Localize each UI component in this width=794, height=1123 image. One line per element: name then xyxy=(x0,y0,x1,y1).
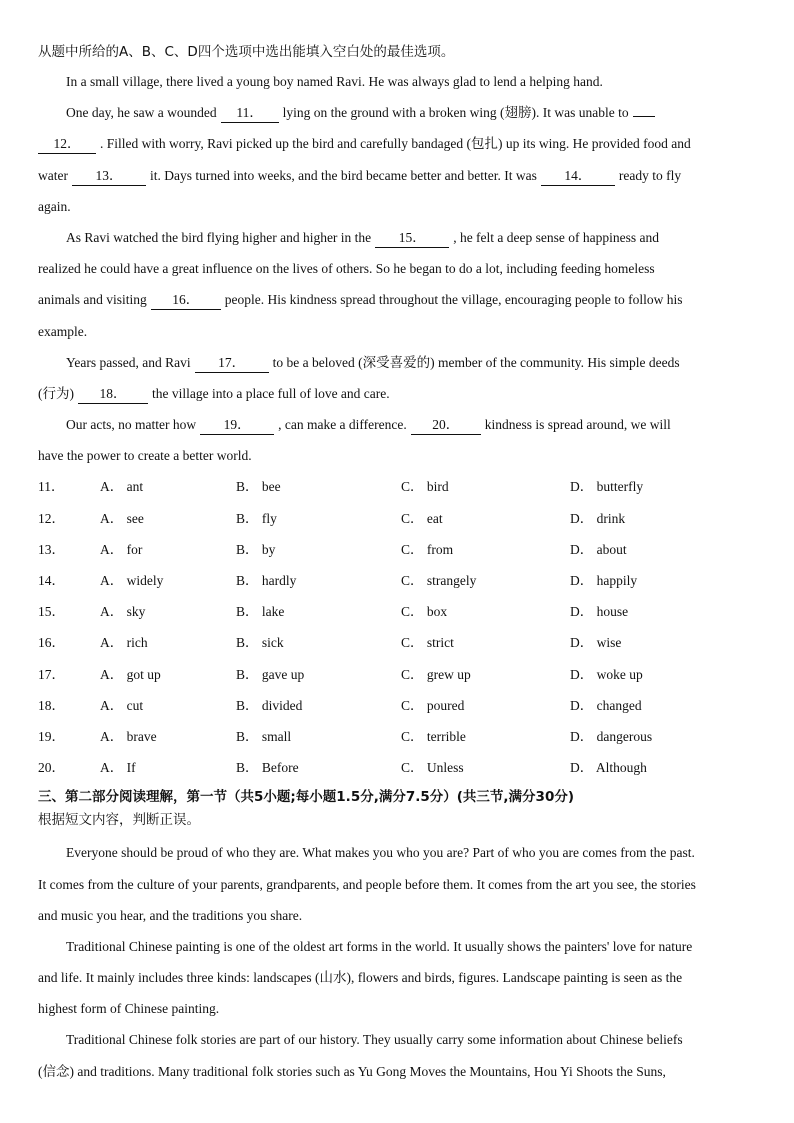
passage-line: and life. It mainly includes three kinds: landscapes (山水), flowers and birds, figures. Landscape painting is seen as the xyxy=(38,970,683,986)
option-d[interactable]: D． changed xyxy=(570,697,642,713)
option-a[interactable]: A． brave xyxy=(100,728,157,744)
text: lying on the ground with a broken wing (翅膀). It was unable to xyxy=(282,105,629,121)
option-c[interactable]: C． bird xyxy=(401,479,449,495)
passage-line: It comes from the culture of your parents, grandparents, and people before them. It comes from the art you see, the stories xyxy=(38,876,696,892)
text: kindness is spread around, we will xyxy=(484,417,671,433)
text: example. xyxy=(38,323,88,339)
option-b[interactable]: B． bee xyxy=(236,479,281,495)
blank-18: 18． xyxy=(78,385,148,404)
question-number: 11． xyxy=(38,479,65,495)
exam-page xyxy=(38,38,756,1087)
option-d[interactable]: D． wise xyxy=(570,635,622,651)
passage-line: highest form of Chinese painting. xyxy=(38,1001,220,1017)
option-b[interactable]: B． lake xyxy=(236,604,285,620)
option-d[interactable]: D． about xyxy=(570,541,627,557)
text: it. Days turned into weeks, and the bird became better and better. It was xyxy=(149,167,537,183)
cloze-line xyxy=(38,222,756,253)
option-c[interactable]: C． strict xyxy=(401,635,454,651)
option-a[interactable]: A． cut xyxy=(100,697,144,713)
option-a[interactable]: A． If xyxy=(100,760,136,776)
question-number: 14． xyxy=(38,573,65,588)
option-a[interactable]: A． got up xyxy=(100,666,161,682)
question-number: 16． xyxy=(38,635,65,651)
option-c[interactable]: C． terrible xyxy=(401,728,466,744)
option-d[interactable]: D． butterfly xyxy=(570,479,644,495)
cloze-line xyxy=(38,284,756,315)
text: One day, he saw a wounded xyxy=(66,105,217,121)
cloze-line xyxy=(38,409,756,440)
section-heading: 三、第二部分阅读理解，第一节（共5小题;每小题1.5分,满分7.5分）(共三节,满分30分) xyxy=(38,789,575,806)
question-number: 17． xyxy=(38,666,65,682)
text: Our acts, no matter how xyxy=(66,417,197,433)
section-instruction: 根据短文内容，判断正误。 xyxy=(38,812,200,829)
options-list xyxy=(38,471,756,783)
passage-line: Traditional Chinese folk stories are part of our history. They usually carry some information about Chinese beliefs xyxy=(66,1032,683,1048)
option-a[interactable]: A． sky xyxy=(100,604,146,620)
text: to be a beloved (深受喜爱的) member of the community. His simple deeds xyxy=(272,354,680,370)
option-b[interactable]: B． small xyxy=(236,728,292,744)
cloze-line xyxy=(38,160,756,191)
option-a[interactable]: A． ant xyxy=(100,479,144,495)
text: the village into a place full of love and care. xyxy=(152,385,390,401)
text: ready to fly xyxy=(618,167,682,183)
text: water xyxy=(38,167,68,183)
cloze-line xyxy=(38,191,756,222)
passage-line: and music you hear, and the traditions you share. xyxy=(38,907,303,923)
question-number: 12． xyxy=(38,510,65,526)
cloze-line xyxy=(38,440,756,471)
text: realized he could have a great influence on the lives of others. So he began to do a lot, including feeding homeless xyxy=(38,261,655,277)
blank-20: 20． xyxy=(411,416,481,435)
option-row xyxy=(38,596,756,627)
option-d[interactable]: D． woke up xyxy=(570,666,643,682)
passage-line: Traditional Chinese painting is one of the oldest art forms in the world. It usually shows the painters' love for nature xyxy=(66,938,693,954)
option-a[interactable]: A． for xyxy=(100,541,143,557)
blank-12-line xyxy=(633,116,655,117)
option-row xyxy=(38,627,756,658)
text: , can make a difference. xyxy=(278,417,407,433)
option-a[interactable]: A． rich xyxy=(100,635,148,651)
blank-14: 14． xyxy=(541,167,615,186)
text: animals and visiting xyxy=(38,292,147,308)
cloze-line xyxy=(38,128,756,159)
option-row xyxy=(38,503,756,534)
question-number: 15． xyxy=(38,604,65,620)
option-row xyxy=(38,534,756,565)
text: people. His kindness spread throughout the village, encouraging people to follow his xyxy=(224,292,683,308)
option-row xyxy=(38,659,756,690)
option-b[interactable]: B． hardly xyxy=(236,573,297,588)
blank-17: 17． xyxy=(195,354,269,373)
question-number: 18． xyxy=(38,697,65,713)
question-number: 19． xyxy=(38,728,65,744)
option-d[interactable]: D． drink xyxy=(570,510,626,526)
blank-16: 16． xyxy=(151,291,221,310)
passage-line: Everyone should be proud of who they are. What makes you who you are? Part of who you are comes from the past. xyxy=(66,845,695,861)
option-c[interactable]: C． poured xyxy=(401,697,465,713)
blank-12: 12． xyxy=(38,135,96,154)
option-b[interactable]: B． gave up xyxy=(236,666,305,682)
blank-13: 13． xyxy=(72,167,146,186)
option-row xyxy=(38,565,756,596)
option-c[interactable]: C． from xyxy=(401,541,454,557)
option-d[interactable]: D． dangerous xyxy=(570,728,653,744)
option-b[interactable]: B． fly xyxy=(236,510,277,526)
option-row xyxy=(38,471,756,502)
blank-11: 11． xyxy=(221,104,279,123)
option-c[interactable]: C． strangely xyxy=(401,573,477,588)
text: again. xyxy=(38,198,71,214)
option-d[interactable]: D． house xyxy=(570,604,629,620)
option-a[interactable]: A． widely xyxy=(100,573,164,588)
cloze-line xyxy=(38,253,756,284)
text: As Ravi watched the bird flying higher and higher in the xyxy=(66,229,372,245)
option-d[interactable]: D． happily xyxy=(570,573,638,588)
text: In a small village, there lived a young boy named Ravi. He was always glad to lend a helping hand. xyxy=(66,74,603,89)
option-d[interactable]: D． Although xyxy=(570,760,647,776)
option-b[interactable]: B． Before xyxy=(236,760,299,776)
text: have the power to create a better world. xyxy=(38,448,252,464)
option-row xyxy=(38,721,756,752)
option-c[interactable]: C． box xyxy=(401,604,448,620)
cloze-line xyxy=(38,66,756,97)
text: (行为) xyxy=(38,385,74,401)
question-number: 20． xyxy=(38,760,65,776)
option-row xyxy=(38,690,756,721)
option-a[interactable]: A． see xyxy=(100,510,144,526)
cloze-line xyxy=(38,378,756,409)
question-number: 13． xyxy=(38,541,65,557)
option-c[interactable]: C． grew up xyxy=(401,666,471,682)
blank-19: 19． xyxy=(200,416,274,435)
cloze-line xyxy=(38,347,756,378)
blank-15: 15． xyxy=(375,229,449,248)
passage-line: (信念) and traditions. Many traditional folk stories such as Yu Gong Moves the Mountains, Hou Yi Shoots the Suns, xyxy=(38,1063,666,1079)
option-b[interactable]: B． by xyxy=(236,541,276,557)
text: , he felt a deep sense of happiness and xyxy=(453,229,659,245)
cloze-line xyxy=(38,316,756,347)
option-c[interactable]: C． Unless xyxy=(401,760,464,776)
text: . Filled with worry, Ravi picked up the bird and carefully bandaged (包扎) up its wing. He provided food and xyxy=(100,136,691,152)
option-b[interactable]: B． divided xyxy=(236,697,303,713)
cloze-line xyxy=(38,97,756,128)
option-b[interactable]: B． sick xyxy=(236,635,284,651)
instruction: 从题中所给的A、B、C、D四个选项中选出能填入空白处的最佳选项。 xyxy=(38,44,455,60)
text: Years passed, and Ravi xyxy=(66,354,191,370)
option-row xyxy=(38,752,756,783)
option-c[interactable]: C． eat xyxy=(401,510,443,526)
